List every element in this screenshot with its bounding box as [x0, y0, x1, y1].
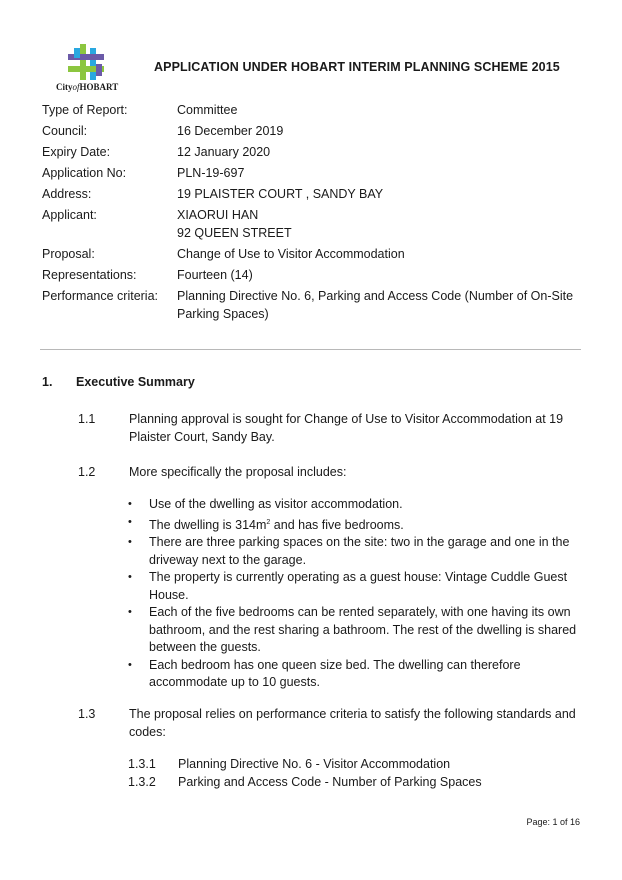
- document-title: APPLICATION UNDER HOBART INTERIM PLANNING SCHEME 2015: [154, 60, 560, 74]
- meta-row-expiry: Expiry Date: 12 January 2020: [42, 145, 271, 159]
- meta-row-address: Address: 19 PLAISTER COURT , SANDY BAY: [42, 187, 384, 201]
- list-item: • There are three parking spaces on the site: two in the garage and one in the driveway next to the garage.: [128, 534, 580, 569]
- list-item: • Each bedroom has one queen size bed. The dwelling can therefore accommodate up to 10 guests.: [128, 657, 580, 692]
- meta-row-council: Council: 16 December 2019: [42, 124, 284, 138]
- list-item: • Each of the five bedrooms can be rented separately, with one having its own bathroom, and the rest sharing a bathroom. The rest of the dwelling is shared between the guests.: [128, 604, 580, 657]
- proposal-list: [128, 496, 580, 692]
- bullet-icon: •: [128, 658, 132, 671]
- meta-row-application: Application No: PLN-19-697: [42, 166, 245, 180]
- meta-row-type: Type of Report: Committee: [42, 103, 238, 117]
- logo-mark-icon: [64, 44, 108, 80]
- page-number: Page: 1 of 16: [526, 817, 580, 827]
- meta-row-applicant: Applicant: XIAORUI HAN 92 QUEEN STREET: [42, 206, 587, 242]
- subitem-1-3-2: 1.3.2 Parking and Access Code - Number of Parking Spaces: [128, 775, 482, 789]
- bullet-icon: •: [128, 498, 132, 510]
- meta-row-performance: Performance criteria: Planning Directive No. 6, Parking and Access Code (Number of On-Site Parking Spaces): [42, 289, 574, 321]
- section-heading: 1. Executive Summary: [42, 375, 195, 389]
- divider: [40, 349, 581, 350]
- report-details: [42, 101, 587, 326]
- list-item: • The dwelling is $314m^2$ and has five bedrooms.: [128, 514, 580, 535]
- applicant-address: 92 QUEEN STREET: [177, 226, 292, 240]
- list-item: • Use of the dwelling as visitor accommodation.: [128, 496, 580, 514]
- paragraph-1-3: 1.3 The proposal relies on performance criteria to satisfy the following standards and codes:: [78, 707, 576, 739]
- bullet-icon: •: [128, 571, 132, 584]
- meta-row-representations: Representations: Fourteen (14): [42, 268, 253, 282]
- bullet-icon: •: [128, 536, 132, 549]
- subitem-1-3-1: 1.3.1 Planning Directive No. 6 - Visitor Accommodation: [128, 757, 451, 771]
- applicant-name: XIAORUI HAN: [177, 208, 259, 222]
- paragraph-1-2: 1.2 More specifically the proposal includes:: [78, 465, 347, 479]
- city-of-hobart-logo: [56, 44, 118, 96]
- logo-wordmark: CityofHOBART: [56, 82, 119, 92]
- bullet-icon: •: [128, 515, 132, 528]
- paragraph-1-1: 1.1 Planning approval is sought for Change of Use to Visitor Accommodation at 19 Plaister Court, Sandy Bay.: [78, 412, 564, 444]
- bullet-icon: •: [128, 606, 132, 619]
- list-item: • The property is currently operating as a guest house: Vintage Cuddle Guest House.: [128, 569, 580, 604]
- meta-row-proposal: Proposal: Change of Use to Visitor Accommodation: [42, 247, 405, 261]
